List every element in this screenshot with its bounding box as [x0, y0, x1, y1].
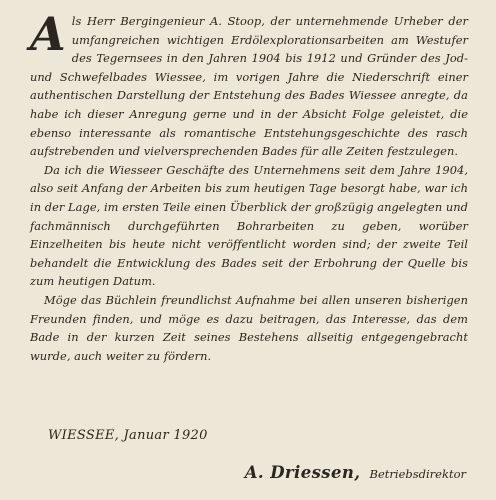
signature-name: A. Driessen,: [244, 463, 361, 482]
place-date: WIESSEE, Januar 1920: [48, 428, 208, 443]
preface-text: [30, 7, 468, 365]
signature: [245, 463, 466, 482]
paragraph-1-text: ls Herr Bergingenieur A. Stoop, der unternehmende Urheber der umfangreichen wichtigen Erdölexplorationsarbeiten am Westufer des Tegernsees in den Jahren 1904 bis 1912 und Gründer des Jod- und Schwefelbades Wiessee, im vorigen Jahre die Niederschrift einer authentischen Darstellung der Entstehung des Bades Wiessee anregte, da habe ich dieser Anregung gerne und in der Absicht Folge geleistet, die ebenso interessante als romantische Entstehungsgeschichte des rasch aufstrebenden und vielversprechenden Bades für alle Zeiten festzulegen.: [30, 14, 468, 159]
paragraph-3: Möge das Büchlein freundlichst Aufnahme bei allen unseren bisherigen Freunden finden, und möge es dazu beitragen, das Interesse, das dem Bade in der kurzen Zeit seines Bestehens allseitig entgegengebracht wurde, auch weiter zu fördern.: [30, 292, 468, 363]
paragraph-1: [30, 7, 468, 161]
drop-cap: A: [30, 7, 66, 61]
paragraph-2: Da ich die Wiesseer Geschäfte des Unternehmens seit dem Jahre 1904, also seit Anfang der Arbeiten bis zum heutigen Tage besorgt habe, war ich in der Lage, im ersten Teile einen Überblick der großzügig angelegten und fachmännisch durchgeführten Bohrarbeiten zu geben, worüber Einzelheiten bis heute nicht veröffentlicht worden sind; der zweite Teil behandelt die Entwicklung des Bades seit der Erbohrung der Quelle bis zum heutigen Datum.: [30, 162, 468, 289]
signature-title: Betriebsdirektor: [369, 467, 466, 481]
